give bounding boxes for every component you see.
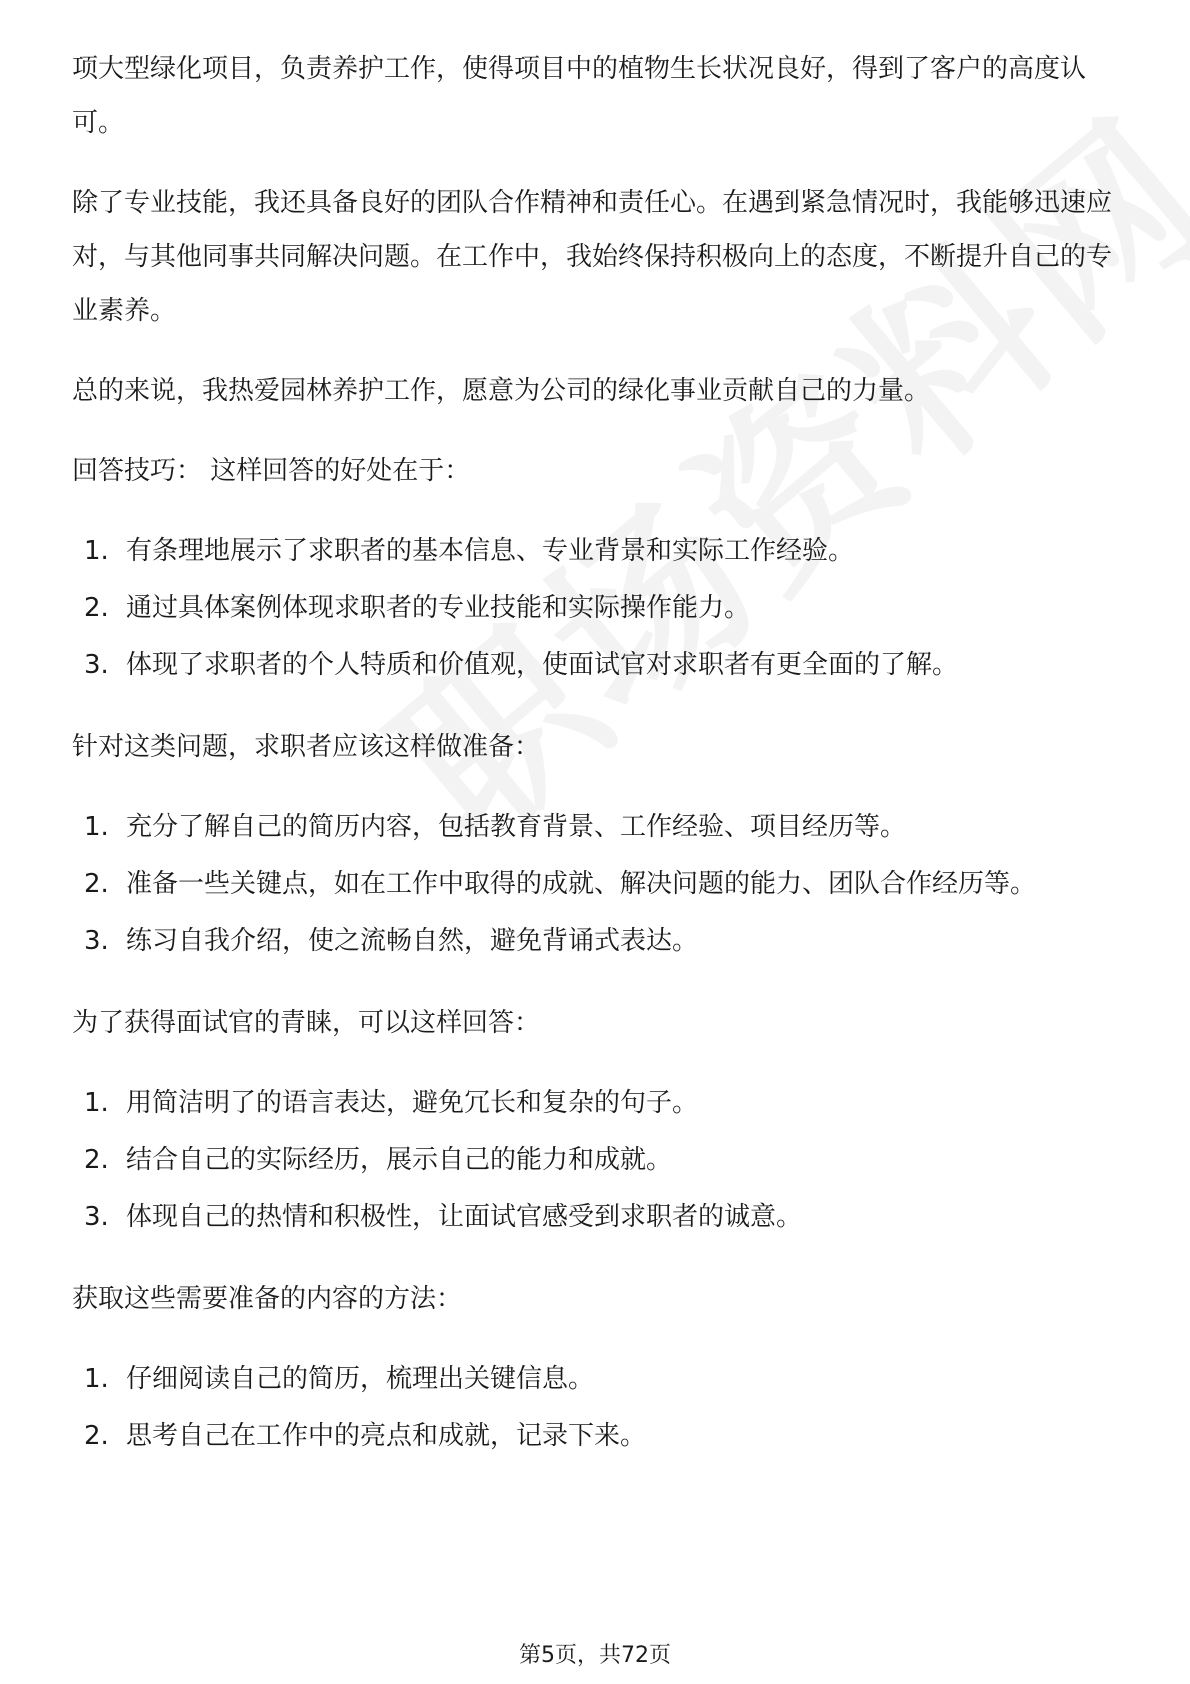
- paragraph-tips-heading: 回答技巧： 这样回答的好处在于：: [72, 456, 471, 486]
- list-item: 1. 用简洁明了的语言表达，避免冗长和复杂的句子。: [84, 1088, 699, 1118]
- list-item: 2. 通过具体案例体现求职者的专业技能和实际操作能力。: [84, 593, 751, 623]
- paragraph-project: 项大型绿化项目，负责养护工作，使得项目中的植物生长状况良好，得到了客户的高度认可。: [72, 54, 1087, 138]
- list-item: 3. 练习自我介绍，使之流畅自然，避免背诵式表达。: [84, 926, 699, 956]
- paragraph-method-heading: 获取这些需要准备的内容的方法：: [72, 1284, 463, 1314]
- list-item: 1. 仔细阅读自己的简历，梳理出关键信息。: [84, 1364, 595, 1394]
- prepare-list: [72, 799, 1122, 970]
- list-item: 1. 有条理地展示了求职者的基本信息、专业背景和实际工作经验。: [84, 536, 855, 566]
- list-item: 2. 准备一些关键点，如在工作中取得的成就、解决问题的能力、团队合作经历等。: [84, 869, 1037, 899]
- method-list: [72, 1351, 1122, 1465]
- list-item: 1. 充分了解自己的简历内容，包括教育背景、工作经验、项目经历等。: [84, 812, 907, 842]
- list-item: 2. 思考自己在工作中的亮点和成就，记录下来。: [84, 1421, 647, 1451]
- list-item: 3. 体现自己的热情和积极性，让面试官感受到求职者的诚意。: [84, 1202, 803, 1232]
- paragraph-summary: 总的来说，我热爱园林养护工作，愿意为公司的绿化事业贡献自己的力量。: [72, 376, 931, 406]
- tips-list: [72, 523, 1122, 694]
- paragraph-teamwork: 除了专业技能，我还具备良好的团队合作精神和责任心。在遇到紧急情况时，我能够迅速应对，与其他同事共同解决问题。在工作中，我始终保持积极向上的态度，不断提升自己的专业素养。: [72, 188, 1113, 326]
- paragraph-answer-heading: 为了获得面试官的青睐，可以这样回答：: [72, 1008, 541, 1038]
- document-body: [72, 42, 1122, 1465]
- answer-list: [72, 1075, 1122, 1246]
- list-item: 3. 体现了求职者的个人特质和价值观，使面试官对求职者有更全面的了解。: [84, 650, 959, 680]
- list-item: 2. 结合自己的实际经历，展示自己的能力和成就。: [84, 1145, 673, 1175]
- paragraph-prepare-heading: 针对这类问题，求职者应该这样做准备：: [72, 732, 541, 762]
- page-number: 第5页，共72页: [519, 1643, 671, 1668]
